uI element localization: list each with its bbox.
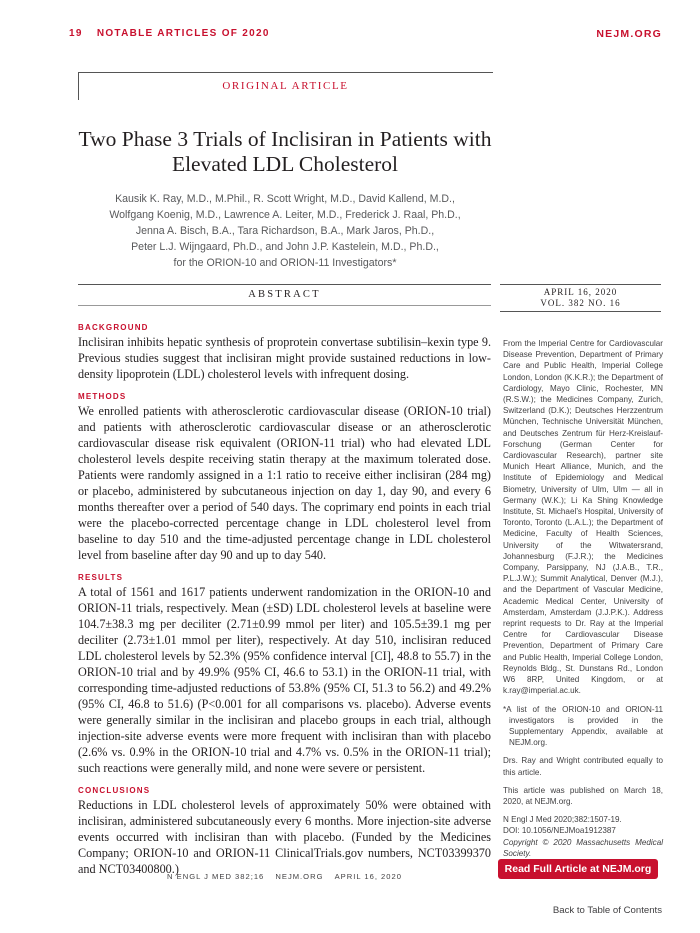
- brand-link[interactable]: NEJM.ORG: [596, 28, 662, 40]
- section-heading-conclusions: CONCLUSIONS: [78, 786, 151, 795]
- section-heading-methods: METHODS: [78, 392, 127, 401]
- read-full-article-button[interactable]: Read Full Article at NEJM.org: [498, 859, 658, 879]
- section-text-conclusions: Reductions in LDL cholesterol levels of approximately 50% were obtained with inclisiran, administered subcutaneously every 6 months. More injection-site adverse events occurred with inclisiran than with placebo. (Funded by the Medicines Company; ORION-10 and ORION-11 ClinicalTrials.gov numbers, NCT03399370 and NCT03400800.): [78, 798, 491, 876]
- section-heading-background: BACKGROUND: [78, 323, 149, 332]
- issue-date: APRIL 16, 2020: [543, 287, 618, 297]
- running-header: [69, 28, 270, 39]
- issue-info: [500, 284, 661, 312]
- author-list: [80, 191, 490, 271]
- author-line: Kausik K. Ray, M.D., M.Phil., R. Scott Wright, M.D., David Kallend, M.D.,: [115, 193, 455, 205]
- footer-date: APRIL 16, 2020: [334, 872, 402, 881]
- doi: DOI: 10.1056/NEJMoa1912387: [503, 826, 616, 836]
- contribution-note: Drs. Ray and Wright contributed equally to this article.: [503, 756, 663, 777]
- author-line: Peter L.J. Wijngaard, Ph.D., and John J.P. Kastelein, M.D., Ph.D.,: [131, 241, 439, 253]
- article-type: ORIGINAL ARTICLE: [222, 80, 349, 92]
- copyright: Copyright © 2020 Massachusetts Medical Society.: [503, 837, 663, 858]
- author-line: Jenna A. Bisch, B.A., Tara Richardson, B.A., Mark Jaros, Ph.D.,: [135, 225, 435, 237]
- page-number: 19: [69, 28, 83, 39]
- section-text-background: Inclisiran inhibits hepatic synthesis of proprotein convertase subtilisin–kexin type 9. Previous studies suggest that inclisiran might provide sustained reductions in low-density lipoprotein (LDL) cholesterol levels with infrequent dosing.: [78, 335, 491, 381]
- article-title: Two Phase 3 Trials of Inclisiran in Patients with Elevated LDL Cholesterol: [78, 127, 492, 176]
- citation: N Engl J Med 2020;382:1507-19.: [503, 815, 622, 825]
- section-heading-results: RESULTS: [78, 573, 124, 582]
- author-line: for the ORION-10 and ORION-11 Investigators*: [173, 257, 397, 269]
- issue-volume: VOL. 382 NO. 16: [540, 298, 621, 308]
- investigators-footnote: *A list of the ORION-10 and ORION-11 investigators is provided in the Supplementary Appendix, available at NEJM.org.: [503, 704, 663, 748]
- author-line: Wolfgang Koenig, M.D., Lawrence A. Leiter, M.D., Frederick J. Raal, Ph.D.,: [109, 209, 461, 221]
- sidebar-notes: [503, 338, 663, 859]
- publication-note: This article was published on March 18, 2020, at NEJM.org.: [503, 785, 663, 806]
- section-text-results: A total of 1561 and 1617 patients underwent randomization in the ORION-10 and ORION-11 trials, respectively. Mean (±SD) LDL cholesterol levels at baseline were 104.7±38.3 mg per deciliter (2.71±0.99 mmol per liter) and 105.5±39.1 mg per deciliter (2.73±1.01 mmol per liter), respectively. At day 510, inclisiran reduced LDL cholesterol levels by 52.3% (95% confidence interval [CI], 48.8 to 55.7) in the ORION-10 trial and by 49.9% (95% CI, 46.6 to 53.1) in the ORION-11 trial, with corresponding time-adjusted reductions of 53.8% (95% CI, 51.3 to 56.2) and 49.2% (95% CI, 46.8 to 51.6) (P<0.001 for all comparisons vs. placebo). Adverse events were generally similar in the inclisiran and placebo groups in each trial, although injection-site adverse events were more frequent with inclisiran than with placebo (2.6% vs. 0.9% in the ORION-10 trial and 4.7% vs. 0.5% in the ORION-11 trial); such reactions were generally mild, and none were severe or persistent.: [78, 585, 491, 775]
- section-title: NOTABLE ARTICLES OF 2020: [96, 28, 270, 39]
- section-text-methods: We enrolled patients with atherosclerotic cardiovascular disease (ORION-10 trial) and patients with atherosclerotic cardiovascular disease or an atherosclerotic cardiovascular disease risk equivalent (ORION-11 trial) who had elevated LDL cholesterol levels despite receiving statin therapy at the maximum tolerated dose. Patients were randomly assigned in a 1:1 ratio to receive either inclisiran (284 mg) or placebo, administered by subcutaneous injection on day 1, day 90, and every 6 months thereafter over a period of 540 days. The coprimary end points in each trial were the placebo-corrected percentage change in LDL cholesterol level from baseline to day 510 and the time-adjusted percentage change in LDL cholesterol level from baseline after day 90 and up to day 540.: [78, 404, 491, 562]
- footer-site: NEJM.ORG: [275, 872, 324, 881]
- back-to-toc-link[interactable]: Back to Table of Contents: [552, 905, 662, 916]
- footer-journal: N ENGL J MED 382;16: [167, 872, 265, 881]
- abstract-body: [78, 323, 491, 887]
- abstract-heading: ABSTRACT: [248, 289, 321, 300]
- affiliations: From the Imperial Centre for Cardiovascular Disease Prevention, Department of Primary Care and Public Health, Imperial College London, London (K.K.R.); the Department of Cardiology, Mayo Clinic, Rochester, MN (R.S.W.); the Medicines Company, Zurich, Switzerland (D.K.); Deutsches Herzzentrum München, Technische Universität München, and Deutsches Zentrum für Herz-Kreislauf-Forschung (German Center for Cardiovascular Research), partner site Munich Heart Alliance, Munich, and the Institute of Epidemiology and Medical Biometry, University of Ulm, Ulm — all in Germany (W.K.); Li Ka Shing Knowledge Institute, St. Michael’s Hospital, University of Toronto, Toronto (L.A.L.); the Department of Medicine, Faculty of Health Sciences, University of the Witwatersrand, Johannesburg (F.J.R.); the Medicines Company, Parsippany, NJ (J.A.B., T.R., P.L.J.W.); Summit Analytical, Denver (M.J.), and the Department of Vascular Medicine, Academic Medical Center, University of Amsterdam, Amsterdam (J.J.P.K.). Address reprint requests to Dr. Ray at the Imperial Centre for Cardiovascular Disease Prevention, Department of Primary Care and Public Health, Imperial College London, Reynolds Bldg., St. Dunstans Rd., London W6 8RP, United Kingdom, or at k.ray@imperial.ac.uk.: [503, 339, 663, 696]
- page-footer: [78, 872, 491, 881]
